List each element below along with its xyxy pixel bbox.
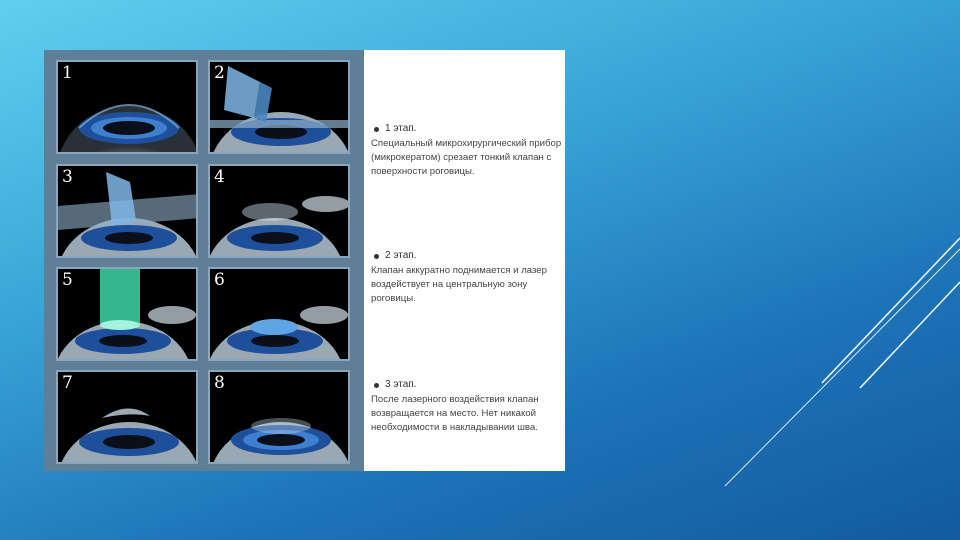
panel-number: 2 [214,63,225,83]
bullet-icon [374,127,379,132]
stage-descriptions [371,50,565,471]
stage-image-grid [44,50,364,471]
lasik-stages-figure [44,50,565,471]
stage-panel-1 [56,60,198,154]
stage-2 [371,249,565,306]
stage-text: После лазерного воздействия клапан возвращается на место. Нет никакой необходимости в накладывании шва. [371,394,539,433]
stage-title: 3 этап. [385,379,417,390]
panel-number: 7 [62,373,73,393]
eye-flap-returning-illustration [58,372,198,464]
panel-number: 5 [62,270,73,290]
bullet-icon [374,254,379,259]
stage-panel-2 [208,60,350,154]
eye-flap-lifted-illustration [210,166,350,258]
eye-healed-illustration [210,372,350,464]
stage-panel-7 [56,370,198,464]
stage-panel-8 [208,370,350,464]
stage-panel-6 [208,267,350,361]
panel-number: 6 [214,270,225,290]
stage-title: 1 этап. [385,123,417,134]
stage-1 [371,122,565,179]
stage-title: 2 этап. [385,250,417,261]
stage-text: Специальный микрохирургический прибор (микрокератом) срезает тонкий клапан с поверхности роговицы. [371,138,562,177]
stage-text: Клапан аккуратно поднимается и лазер воздействует на центральную зону роговицы. [371,265,547,304]
panel-number: 8 [214,373,225,393]
panel-number: 1 [62,63,73,83]
stage-panel-4 [208,164,350,258]
eye-reshaped-illustration [210,269,350,361]
bullet-icon [374,383,379,388]
eye-illustration [58,62,198,154]
eye-microkeratome-illustration [210,62,350,154]
panel-number: 4 [214,167,225,187]
stage-3 [371,378,565,435]
eye-cutting-illustration [58,166,198,258]
stage-panel-3 [56,164,198,258]
eye-laser-illustration [58,269,198,361]
stage-panel-5 [56,267,198,361]
panel-number: 3 [62,167,73,187]
